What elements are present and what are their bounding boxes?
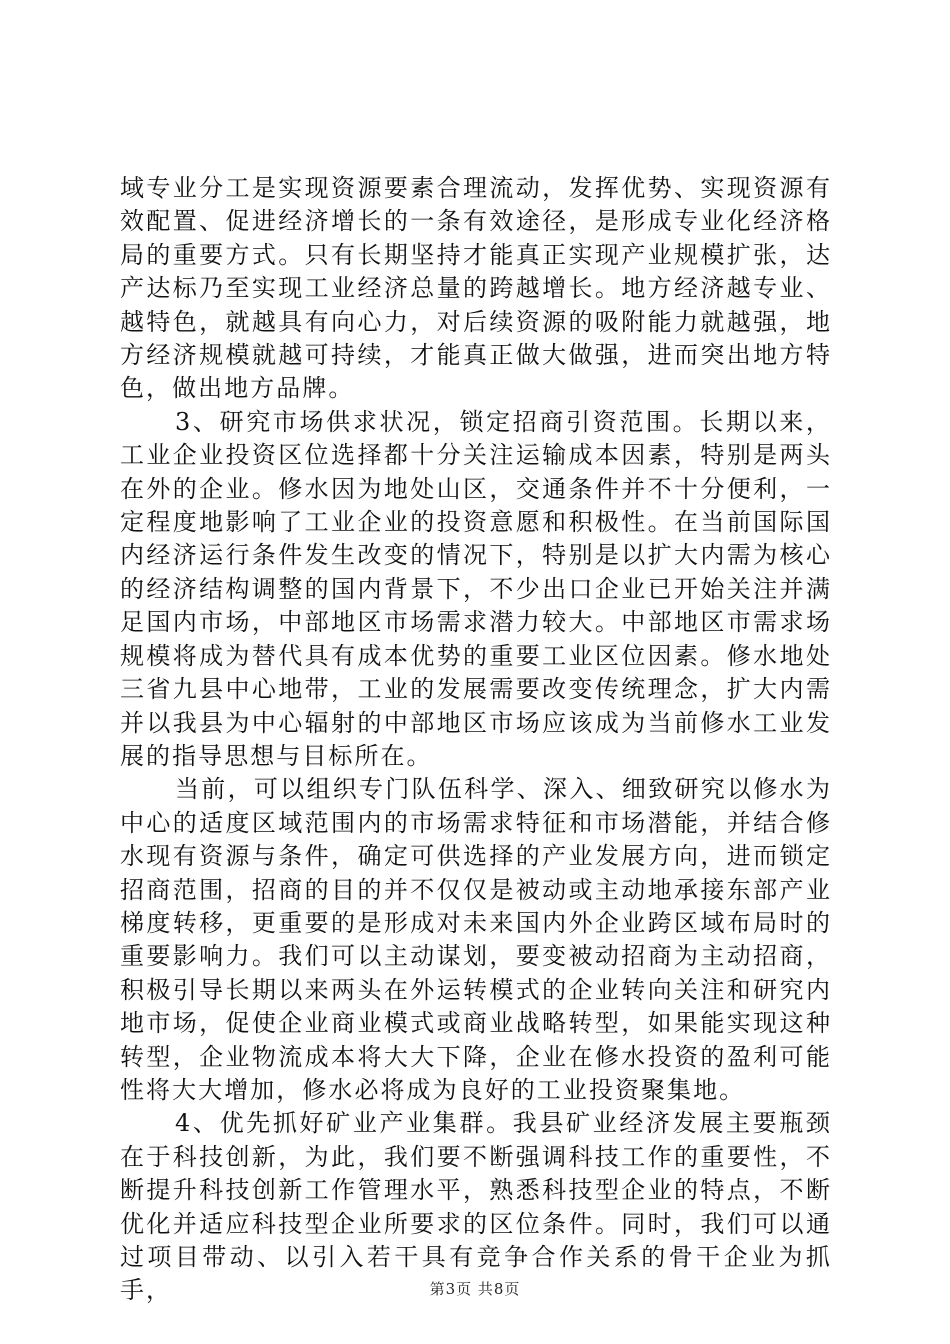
- paragraph-continued: 域专业分工是实现资源要素合理流动，发挥优势、实现资源有效配置、促进经济增长的一条有效途径，是形成专业化经济格局的重要方式。只有长期坚持才能真正实现产业规模扩张，达产达标乃至实现工业经济总量的跨越增长。地方经济越专业、越特色，就越具有向心力，对后续资源的吸附能力就越强，地方经济规模就越可持续，才能真正做大做强，进而突出地方特色，做出地方品牌。: [120, 174, 832, 403]
- document-body: [120, 172, 832, 1308]
- page-footer: 第3页 共8页: [429, 1280, 521, 1298]
- paragraph-4: 4、优先抓好矿业产业集群。我县矿业经济发展主要瓶颈在于科技创新，为此，我们要不断强调科技工作的重要性，不断提升科技创新工作管理水平，熟悉科技型企业的特点，不断优化并适应科技型企业所要求的区位条件。同时，我们可以通过项目带动、以引入若干具有竞争合作关系的骨干企业为抓手，: [120, 1109, 832, 1305]
- paragraph-3: 3、研究市场供求状况，锁定招商引资范围。长期以来，工业企业投资区位选择都十分关注运输成本因素，特别是两头在外的企业。修水因为地处山区，交通条件并不十分便利，一定程度地影响了工业企业的投资意愿和积极性。在当前国际国内经济运行条件发生改变的情况下，特别是以扩大内需为核心的经济结构调整的国内背景下，不少出口企业已开始关注并满足国内市场，中部地区市场需求潜力较大。中部地区市需求场规模将成为替代具有成本优势的重要工业区位因素。修水地处三省九县中心地带，工业的发展需要改变传统理念，扩大内需并以我县为中心辐射的中部地区市场应该成为当前修水工业发展的指导思想与目标所在。: [120, 407, 832, 770]
- paragraph-current: 当前，可以组织专门队伍科学、深入、细致研究以修水为中心的适度区域范围内的市场需求特征和市场潜能，并结合修水现有资源与条件，确定可供选择的产业发展方向，进而锁定招商范围，招商的目的并不仅仅是被动或主动地承接东部产业梯度转移，更重要的是形成对未来国内外企业跨区域布局时的重要影响力。我们可以主动谋划，要变被动招商为主动招商，积极引导长期以来两头在外运转模式的企业转向关注和研究内地市场，促使企业商业模式或商业战略转型，如果能实现这种转型，企业物流成本将大大下降，企业在修水投资的盈利可能性将大大增加，修水必将成为良好的工业投资聚集地。: [120, 775, 832, 1104]
